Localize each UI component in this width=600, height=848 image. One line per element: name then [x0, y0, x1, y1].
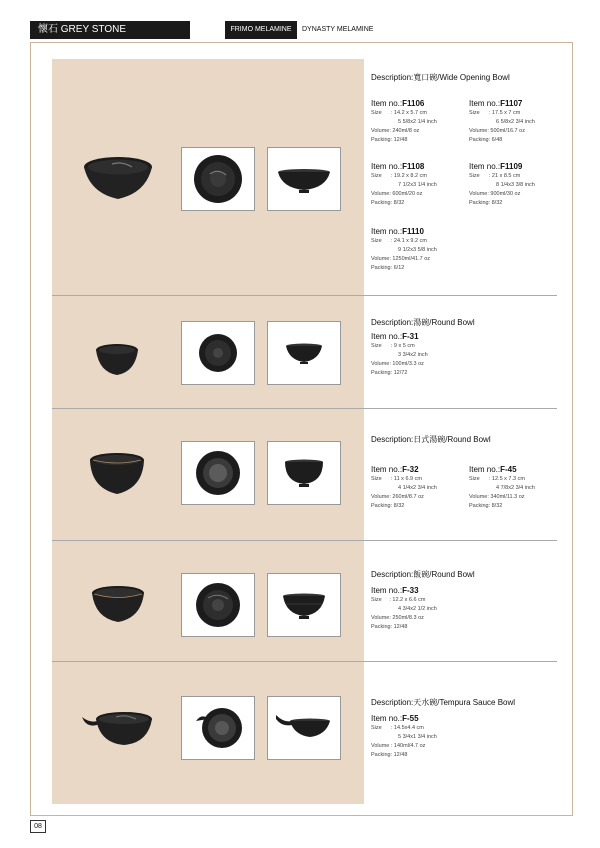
- bowl-side-view-thumbnail: [267, 573, 341, 637]
- bowl-photo: [88, 450, 146, 498]
- bowl-side-view-thumbnail: [267, 441, 341, 505]
- item-block: Item no.:F-32 Size : 11 x 6.9 cm 4 1/4x2 3/4 inch Volume: 260ml/8.7 oz Packing: 8/32: [371, 465, 437, 509]
- bowl-photo: [94, 342, 140, 378]
- section-description: Description:湯碗/Round Bowl: [371, 318, 475, 327]
- section-divider: [52, 408, 557, 409]
- item-block: Item no.:F-33 Size : 12.2 x 6.6 cm 4 3/4x2 1/2 inch Volume: 250ml/8.3 oz Packing: 12/48: [371, 586, 437, 630]
- bowl-photo: [80, 709, 156, 749]
- bowl-side-view-thumbnail: [267, 321, 341, 385]
- section-divider: [52, 661, 557, 662]
- item-block: Item no.:F1108 Size : 19.2 x 8.2 cm 7 1/2x3 1/4 inch Volume: 600ml/20 oz Packing: 8/32: [371, 162, 437, 206]
- item-block: Item no.:F-45 Size : 12.5 x 7.3 cm 4 7/8x2 3/4 inch Volume: 340ml/11.3 oz Packing: 8/32: [469, 465, 535, 509]
- item-block: Item no.:F1107 Size : 17.5 x 7 cm 6 5/8x2 3/4 inch Volume: 500ml/16.7 oz Packing: 6/48: [469, 99, 535, 143]
- item-block: Item no.:F-31 Size : 9 x 5 cm 3 3/4x2 inch Volume: 100ml/3.3 oz Packing: 12/72: [371, 332, 428, 376]
- bowl-top-view-thumbnail: [181, 696, 255, 760]
- bowl-top-view-thumbnail: [181, 573, 255, 637]
- item-block: Item no.:F-55 Size : 14.5x4.4 cm 5 3/4x1 3/4 inch Volume : 140ml/4.7 oz Packing: 12/48: [371, 714, 437, 758]
- item-block: Item no.:F1109 Size : 21 x 8.5 cm 8 1/4x3 3/8 inch Volume: 900ml/30 oz Packing: 8/32: [469, 162, 535, 206]
- dynasty-tab[interactable]: DYNASTY MELAMINE: [302, 26, 374, 33]
- header-bar: [30, 21, 570, 39]
- section-divider: [52, 295, 557, 296]
- bowl-side-view-thumbnail: [267, 696, 341, 760]
- bowl-photo: [90, 584, 146, 626]
- section-description: Description:寬口碗/Wide Opening Bowl: [371, 73, 510, 82]
- item-block: Item no.:F1106 Size : 14.2 x 5.7 cm 5 5/8x2 1/4 inch Volume: 240ml/8 oz Packing: 12/48: [371, 99, 437, 143]
- catalog-body: [38, 50, 563, 808]
- frimo-tab[interactable]: FRIMO MELAMINE: [225, 21, 297, 39]
- bowl-top-view-thumbnail: [181, 147, 255, 211]
- item-block: Item no.:F1110 Size : 24.1 x 9.2 cm 9 1/2x3 5/8 inch Volume: 1250ml/41.7 oz Packing: 6/12: [371, 227, 437, 271]
- brand-label: 懷石 GREY STONE: [30, 21, 190, 39]
- section-description: Description:飯碗/Round Bowl: [371, 570, 475, 579]
- bowl-side-view-thumbnail: [267, 147, 341, 211]
- bowl-top-view-thumbnail: [181, 441, 255, 505]
- section-description: Description:日式湯碗/Round Bowl: [371, 435, 491, 444]
- page-number: 08: [30, 820, 46, 833]
- bowl-photo: [82, 155, 154, 203]
- section-description: Description:天水碗/Tempura Sauce Bowl: [371, 698, 516, 707]
- bowl-top-view-thumbnail: [181, 321, 255, 385]
- section-divider: [52, 540, 557, 541]
